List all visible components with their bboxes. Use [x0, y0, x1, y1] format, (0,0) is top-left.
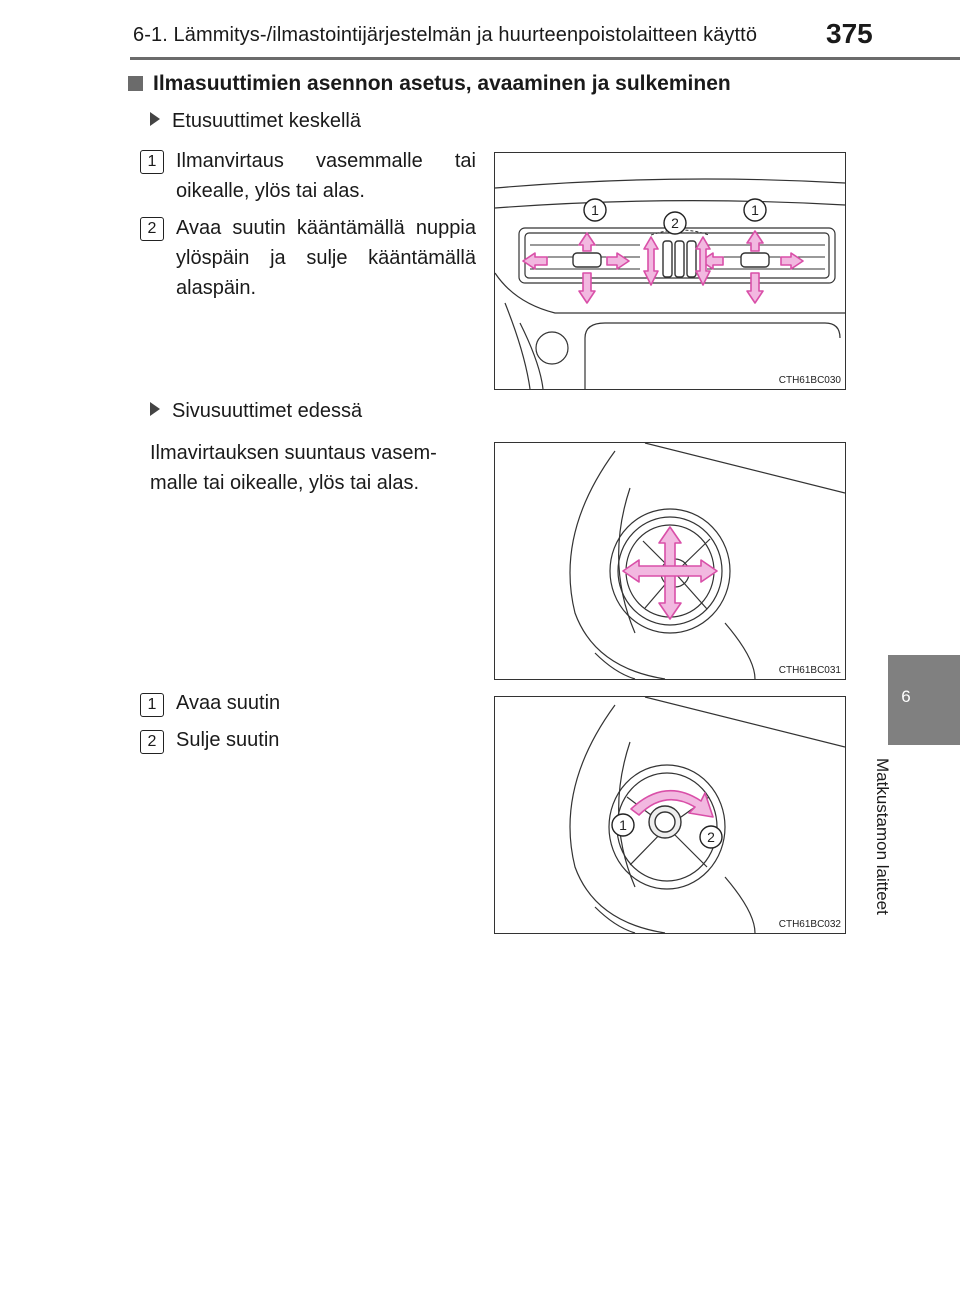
front-center-item-2: Avaa suutin kääntämällä nuppia ylöspäin ja sulje kääntämällä alaspäin.: [176, 217, 476, 299]
step-badge-2: 2: [140, 730, 164, 754]
side-vent-directions-illustration: [495, 443, 845, 679]
step-badge-1: 1: [140, 150, 164, 174]
page-number: 375: [826, 18, 873, 49]
subheading-front-center: [150, 110, 361, 133]
chapter-tab-number: 6: [901, 687, 911, 706]
open-close-item-2: Sulje suutin: [176, 729, 280, 751]
subheading-front-center-text: Etusuuttimet keskellä: [172, 110, 361, 132]
callout-1-open: 1: [619, 817, 627, 833]
figure-side-vent-open-close: [494, 696, 846, 934]
callout-2-close: 2: [707, 829, 715, 845]
side-vent-open-close-illustration: [495, 697, 845, 933]
section-heading-text: Ilmasuuttimien asennon asetus, avaaminen ja sulkeminen: [153, 72, 731, 95]
front-side-description: Ilmavirtauksen suuntaus vasem-malle tai oikealle, ylös tai alas.: [150, 442, 437, 494]
header-rule: [130, 57, 960, 60]
triangle-bullet-icon: [150, 402, 160, 416]
section-heading: [128, 72, 731, 96]
open-close-item-1: Avaa suutin: [176, 692, 281, 714]
front-center-item-1: Ilmanvirtaus vasemmalle tai oikealle, ylös tai alas.: [176, 150, 476, 202]
subheading-front-side-text: Sivusuuttimet edessä: [172, 400, 363, 422]
step-badge-2: 2: [140, 217, 164, 241]
triangle-bullet-icon: [150, 112, 160, 126]
step-badge-1: 1: [140, 693, 164, 717]
callout-1-left: 1: [591, 202, 599, 218]
subheading-front-side: [150, 400, 362, 423]
figure-side-vent-directions: [494, 442, 846, 680]
callout-1-right: 1: [751, 202, 759, 218]
figure-code: CTH61BC032: [778, 919, 841, 930]
callout-2-center: 2: [671, 215, 679, 231]
figure-code: CTH61BC031: [778, 665, 841, 676]
figure-code: CTH61BC030: [778, 375, 841, 386]
square-bullet-icon: [128, 76, 143, 91]
page-header-title: 6-1. Lämmitys-/ilmastointijärjestelmän ja huurteenpoistolaitteen käyttö: [133, 24, 758, 46]
chapter-tab-label-text: Matkustamon laitteet: [873, 758, 892, 915]
figure-center-vents: [494, 152, 846, 390]
chapter-tab-label: [872, 758, 932, 948]
center-vents-illustration: [495, 153, 845, 389]
